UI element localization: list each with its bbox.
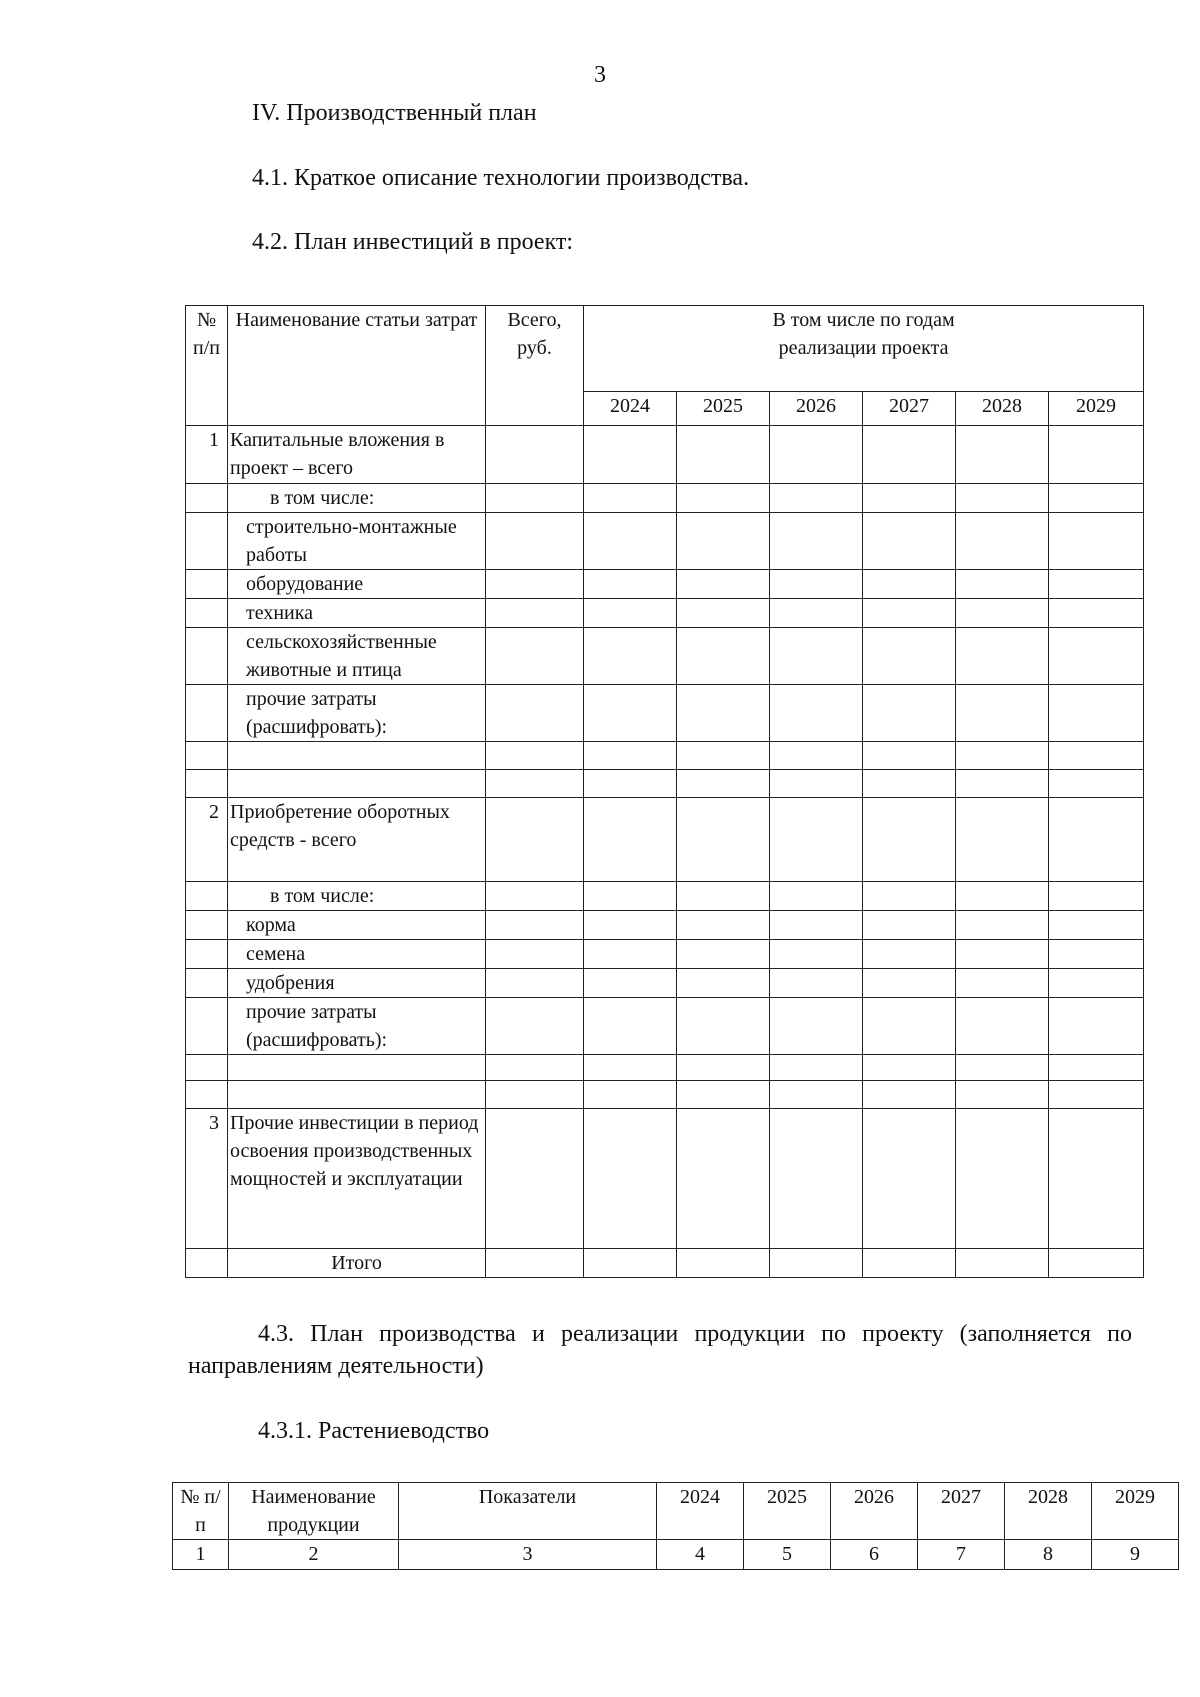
production-plan-table [172,1482,1179,1570]
year-cell [677,599,770,628]
year-cell [1049,484,1144,513]
row-number [186,513,228,570]
header-product-name: Наименование продукции [229,1483,399,1540]
table-row [186,770,1144,798]
year-cell [770,770,863,798]
cost-item-name [228,1055,486,1081]
row-number [186,685,228,742]
total-cell [486,1081,584,1109]
year-cell [863,911,956,940]
year-cell [584,1081,677,1109]
year-cell [863,426,956,484]
cost-item-name: в том числе: [228,484,486,513]
year-cell [584,570,677,599]
total-cell [486,940,584,969]
total-cell [486,599,584,628]
total-cell [486,911,584,940]
year-cell [1049,940,1144,969]
year-cell [863,1081,956,1109]
year-cell [863,484,956,513]
row-number [186,742,228,770]
total-cell [486,513,584,570]
year-cell [677,1055,770,1081]
column-number: 8 [1005,1540,1092,1570]
column-number: 2 [229,1540,399,1570]
year-cell [584,742,677,770]
cost-item-name: в том числе: [228,882,486,911]
header-cost-item: Наименование статьи затрат [228,306,486,426]
table-row [186,599,1144,628]
investment-plan-table [185,305,1144,1278]
year-cell [1049,882,1144,911]
year-cell [956,940,1049,969]
header-year-2026: 2026 [831,1483,918,1540]
year-cell [956,599,1049,628]
subsection-4-1: 4.1. Краткое описание технологии производства. [252,165,750,191]
column-number: 1 [173,1540,229,1570]
year-cell [956,969,1049,998]
year-cell [677,1081,770,1109]
year-cell [677,798,770,882]
year-cell [770,969,863,998]
year-cell [956,1109,1049,1249]
year-cell [956,882,1049,911]
year-cell [584,599,677,628]
year-cell [1049,599,1144,628]
row-number [186,484,228,513]
year-cell [1049,1055,1144,1081]
total-cell [486,685,584,742]
total-cell [486,570,584,599]
total-cell [486,484,584,513]
year-cell [1049,770,1144,798]
row-number [186,570,228,599]
table-row [186,1081,1144,1109]
year-cell [1049,1081,1144,1109]
year-cell [1049,685,1144,742]
cost-item-name: техника [228,599,486,628]
table-row [186,484,1144,513]
cost-item-name: сельскохозяйственные животные и птица [228,628,486,685]
header-year-2028: 2028 [1005,1483,1092,1540]
year-cell [770,484,863,513]
year-cell [677,1249,770,1278]
row-number [186,940,228,969]
year-cell [863,599,956,628]
year-cell [584,1109,677,1249]
year-cell [863,882,956,911]
year-cell [584,911,677,940]
year-cell [863,1249,956,1278]
header-year-2025: 2025 [744,1483,831,1540]
total-cell [486,798,584,882]
subsection-4-2: 4.2. План инвестиций в проект: [252,229,574,255]
year-cell [677,770,770,798]
year-cell [584,1249,677,1278]
year-cell [677,882,770,911]
year-cell [863,1109,956,1249]
year-cell [770,1055,863,1081]
year-cell [956,1081,1049,1109]
row-number [186,628,228,685]
cost-item-name: прочие затраты (расшифровать): [228,998,486,1055]
table-row [186,1055,1144,1081]
year-cell [956,742,1049,770]
total-cell [486,969,584,998]
table-row [186,570,1144,599]
year-cell [584,770,677,798]
column-number: 7 [918,1540,1005,1570]
year-cell [584,1055,677,1081]
cost-item-name: удобрения [228,969,486,998]
year-cell [770,742,863,770]
table-row [186,685,1144,742]
year-cell [956,570,1049,599]
column-number: 5 [744,1540,831,1570]
year-cell [770,570,863,599]
table-row [186,798,1144,882]
cost-item-name [228,742,486,770]
year-cell [956,770,1049,798]
year-cell [956,513,1049,570]
cost-item-name: оборудование [228,570,486,599]
year-cell [584,628,677,685]
year-cell [1049,998,1144,1055]
header-year-2026: 2026 [770,392,863,426]
row-number: 2 [186,798,228,882]
year-cell [770,998,863,1055]
cost-item-name: семена [228,940,486,969]
column-number: 6 [831,1540,918,1570]
year-cell [956,1055,1049,1081]
header-indicators: Показатели [399,1483,657,1540]
row-number [186,969,228,998]
cost-item-name: прочие затраты (расшифровать): [228,685,486,742]
year-cell [770,1249,863,1278]
year-cell [677,969,770,998]
year-cell [584,940,677,969]
year-cell [770,911,863,940]
year-cell [863,969,956,998]
cost-item-name: корма [228,911,486,940]
table-row [186,1109,1144,1249]
year-cell [863,685,956,742]
header-years-group: В том числе по годам реализации проекта [584,306,1144,392]
section-title: IV. Производственный план [252,100,537,126]
year-cell [1049,911,1144,940]
year-cell [677,685,770,742]
total-cell [486,426,584,484]
year-cell [863,798,956,882]
table-row [186,969,1144,998]
row-number [186,770,228,798]
year-cell [956,484,1049,513]
row-number [186,911,228,940]
subsection-4-3-1: 4.3.1. Растениеводство [258,1418,490,1444]
year-cell [677,570,770,599]
table-row [186,513,1144,570]
header-year-2028: 2028 [956,392,1049,426]
header-year-2025: 2025 [677,392,770,426]
year-cell [863,998,956,1055]
total-cell [486,1249,584,1278]
year-cell [1049,742,1144,770]
year-cell [956,426,1049,484]
year-cell [584,685,677,742]
year-cell [584,969,677,998]
year-cell [584,513,677,570]
page-number: 3 [594,62,606,88]
year-cell [956,685,1049,742]
year-cell [1049,1249,1144,1278]
row-number: 3 [186,1109,228,1249]
column-number: 3 [399,1540,657,1570]
row-number [186,1055,228,1081]
cost-item-name [228,1081,486,1109]
year-cell [1049,798,1144,882]
row-number [186,882,228,911]
table-row [186,1249,1144,1278]
header-num: № п/п [186,306,228,426]
row-number [186,998,228,1055]
year-cell [956,1249,1049,1278]
table-row [186,628,1144,685]
year-cell [863,770,956,798]
header-year-2024: 2024 [657,1483,744,1540]
header-year-2027: 2027 [918,1483,1005,1540]
header-total: Всего, руб. [486,306,584,426]
column-number: 4 [657,1540,744,1570]
table-row [186,426,1144,484]
row-number [186,1249,228,1278]
year-cell [863,570,956,599]
year-cell [770,798,863,882]
year-cell [1049,1109,1144,1249]
total-cell [486,770,584,798]
year-cell [1049,426,1144,484]
year-cell [863,628,956,685]
year-cell [677,426,770,484]
row-number: 1 [186,426,228,484]
cost-item-name: Итого [228,1249,486,1278]
table-row [186,911,1144,940]
total-cell [486,882,584,911]
year-cell [677,513,770,570]
header-year-2029: 2029 [1092,1483,1179,1540]
year-cell [677,940,770,969]
year-cell [584,882,677,911]
year-cell [956,998,1049,1055]
year-cell [770,882,863,911]
year-cell [863,940,956,969]
year-cell [677,998,770,1055]
header-year-2027: 2027 [863,392,956,426]
year-cell [677,484,770,513]
year-cell [956,798,1049,882]
year-cell [956,628,1049,685]
cost-item-name: Приобретение оборотных средств - всего [228,798,486,882]
total-cell [486,1055,584,1081]
year-cell [677,911,770,940]
year-cell [584,998,677,1055]
year-cell [584,798,677,882]
header-year-2024: 2024 [584,392,677,426]
year-cell [770,599,863,628]
header-num: № п/п [173,1483,229,1540]
table-row [186,940,1144,969]
year-cell [956,911,1049,940]
year-cell [770,628,863,685]
cost-item-name: строительно-монтажные работы [228,513,486,570]
year-cell [1049,969,1144,998]
subsection-4-3: 4.3. План производства и реализации продукции по проекту (заполняется по направлениям деятельности) [188,1321,1132,1379]
year-cell [863,742,956,770]
year-cell [677,628,770,685]
year-cell [584,484,677,513]
column-number: 9 [1092,1540,1179,1570]
year-cell [677,1109,770,1249]
year-cell [863,513,956,570]
total-cell [486,1109,584,1249]
cost-item-name: Прочие инвестиции в период освоения производственных мощностей и эксплуатации [228,1109,486,1249]
total-cell [486,628,584,685]
year-cell [1049,628,1144,685]
cost-item-name [228,770,486,798]
year-cell [770,940,863,969]
table-row [186,742,1144,770]
cost-item-name: Капитальные вложения в проект – всего [228,426,486,484]
table-row [186,882,1144,911]
year-cell [1049,513,1144,570]
year-cell [770,426,863,484]
header-year-2029: 2029 [1049,392,1144,426]
table-row [186,998,1144,1055]
year-cell [770,1109,863,1249]
year-cell [863,1055,956,1081]
year-cell [770,1081,863,1109]
year-cell [770,685,863,742]
total-cell [486,742,584,770]
row-number [186,1081,228,1109]
year-cell [677,742,770,770]
year-cell [1049,570,1144,599]
total-cell [486,998,584,1055]
year-cell [770,513,863,570]
year-cell [584,426,677,484]
row-number [186,599,228,628]
